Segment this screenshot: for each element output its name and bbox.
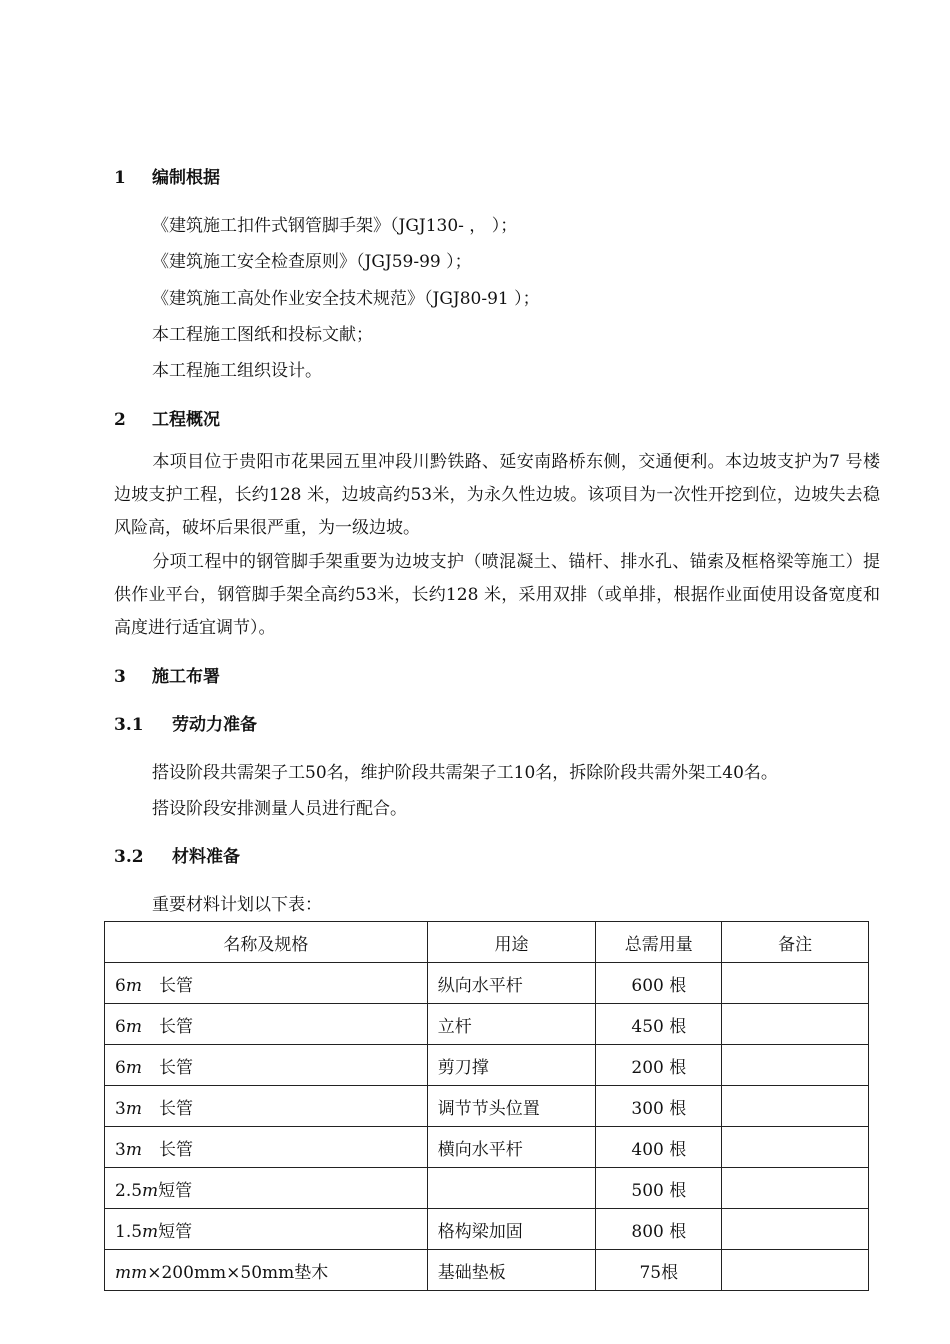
overview-paragraph-1 — [114, 446, 880, 545]
spec-cell: 3m 长管 — [105, 1086, 428, 1127]
section-title: 施工布署 — [152, 667, 220, 687]
table-row — [105, 1209, 869, 1250]
spec-cell: mm×200mm×50mm垫木 — [105, 1250, 428, 1291]
column-header: 备注 — [722, 922, 869, 963]
section-number: 3.1 — [114, 715, 144, 735]
note-cell — [722, 1086, 869, 1127]
use-cell: 剪刀撑 — [427, 1045, 596, 1086]
section-heading-2 — [114, 405, 220, 430]
section-heading-3-1 — [114, 710, 257, 735]
column-header: 名称及规格 — [105, 922, 428, 963]
table-row — [105, 963, 869, 1004]
qty-cell: 200 根 — [596, 1045, 722, 1086]
use-cell: 立杆 — [427, 1004, 596, 1045]
use-cell: 格构梁加固 — [427, 1209, 596, 1250]
note-cell — [722, 1045, 869, 1086]
note-cell — [722, 1004, 869, 1045]
section-number: 1 — [114, 168, 126, 188]
spec-cell: 2.5m短管 — [105, 1168, 428, 1209]
labor-line: 搭设阶段共需架子工50名，维护阶段共需架子工10名，拆除阶段共需外架工40名。 — [152, 763, 778, 783]
column-header: 总需用量 — [596, 922, 722, 963]
section-title: 劳动力准备 — [172, 715, 257, 735]
section-heading-3 — [114, 662, 220, 687]
spec-cell: 3m 长管 — [105, 1127, 428, 1168]
qty-cell: 450 根 — [596, 1004, 722, 1045]
section-title: 材料准备 — [172, 847, 240, 867]
table-row — [105, 1250, 869, 1291]
qty-cell: 800 根 — [596, 1209, 722, 1250]
labor-line: 搭设阶段安排测量人员进行配合。 — [152, 799, 407, 819]
use-cell: 横向水平杆 — [427, 1127, 596, 1168]
note-cell — [722, 963, 869, 1004]
spec-cell: 6m 长管 — [105, 1045, 428, 1086]
spec-cell: 1.5m短管 — [105, 1209, 428, 1250]
note-cell — [722, 1250, 869, 1291]
section-number: 3.2 — [114, 847, 144, 867]
use-cell: 调节节头位置 — [427, 1086, 596, 1127]
table-row — [105, 1086, 869, 1127]
table-intro: 重要材料计划以下表： — [152, 895, 322, 915]
spec-cell: 6m 长管 — [105, 963, 428, 1004]
table-header-row — [105, 922, 869, 963]
section-number: 2 — [114, 410, 126, 430]
reference-item: 本工程施工组织设计。 — [152, 361, 322, 381]
table-row — [105, 1168, 869, 1209]
qty-cell: 75根 — [596, 1250, 722, 1291]
note-cell — [722, 1127, 869, 1168]
paragraph-text: 分项工程中的钢管脚手架重要为边坡支护（喷混凝土、锚杆、排水孔、锚索及框格梁等施工）提供作业平台，钢管脚手架全高约53米，长约128 米，采用双排（或单排，根据作业面使用设备宽度和高度进行适宜调节）。 — [114, 552, 880, 638]
spec-cell: 6m 长管 — [105, 1004, 428, 1045]
use-cell: 基础垫板 — [427, 1250, 596, 1291]
section-heading-3-2 — [114, 842, 240, 867]
use-cell — [427, 1168, 596, 1209]
section-title: 工程概况 — [152, 410, 220, 430]
table-row — [105, 1004, 869, 1045]
qty-cell: 600 根 — [596, 963, 722, 1004]
note-cell — [722, 1168, 869, 1209]
reference-item: 《建筑施工扣件式钢管脚手架》（JGJ130- ， ）； — [152, 216, 518, 236]
reference-item: 本工程施工图纸和投标文献； — [152, 325, 373, 345]
reference-item: 《建筑施工安全检查原则》（JGJ59-99 ）； — [152, 252, 472, 272]
note-cell — [722, 1209, 869, 1250]
reference-item: 《建筑施工高处作业安全技术规范》（JGJ80-91 ）； — [152, 289, 540, 309]
materials-table — [104, 921, 869, 1291]
qty-cell: 300 根 — [596, 1086, 722, 1127]
section-heading-1 — [114, 163, 220, 188]
section-number: 3 — [114, 667, 126, 687]
overview-paragraph-2 — [114, 546, 880, 645]
table-row — [105, 1127, 869, 1168]
qty-cell: 500 根 — [596, 1168, 722, 1209]
qty-cell: 400 根 — [596, 1127, 722, 1168]
table-row — [105, 1045, 869, 1086]
section-title: 编制根据 — [152, 168, 220, 188]
paragraph-text: 本项目位于贵阳市花果园五里冲段川黔铁路、延安南路桥东侧，交通便利。本边坡支护为7 号楼边坡支护工程，长约128 米，边坡高约53米，为永久性边坡。该项目为一次性开挖到位，边坡失去稳风险高，破坏后果很严重，为一级边坡。 — [114, 452, 880, 538]
use-cell: 纵向水平杆 — [427, 963, 596, 1004]
column-header: 用途 — [427, 922, 596, 963]
